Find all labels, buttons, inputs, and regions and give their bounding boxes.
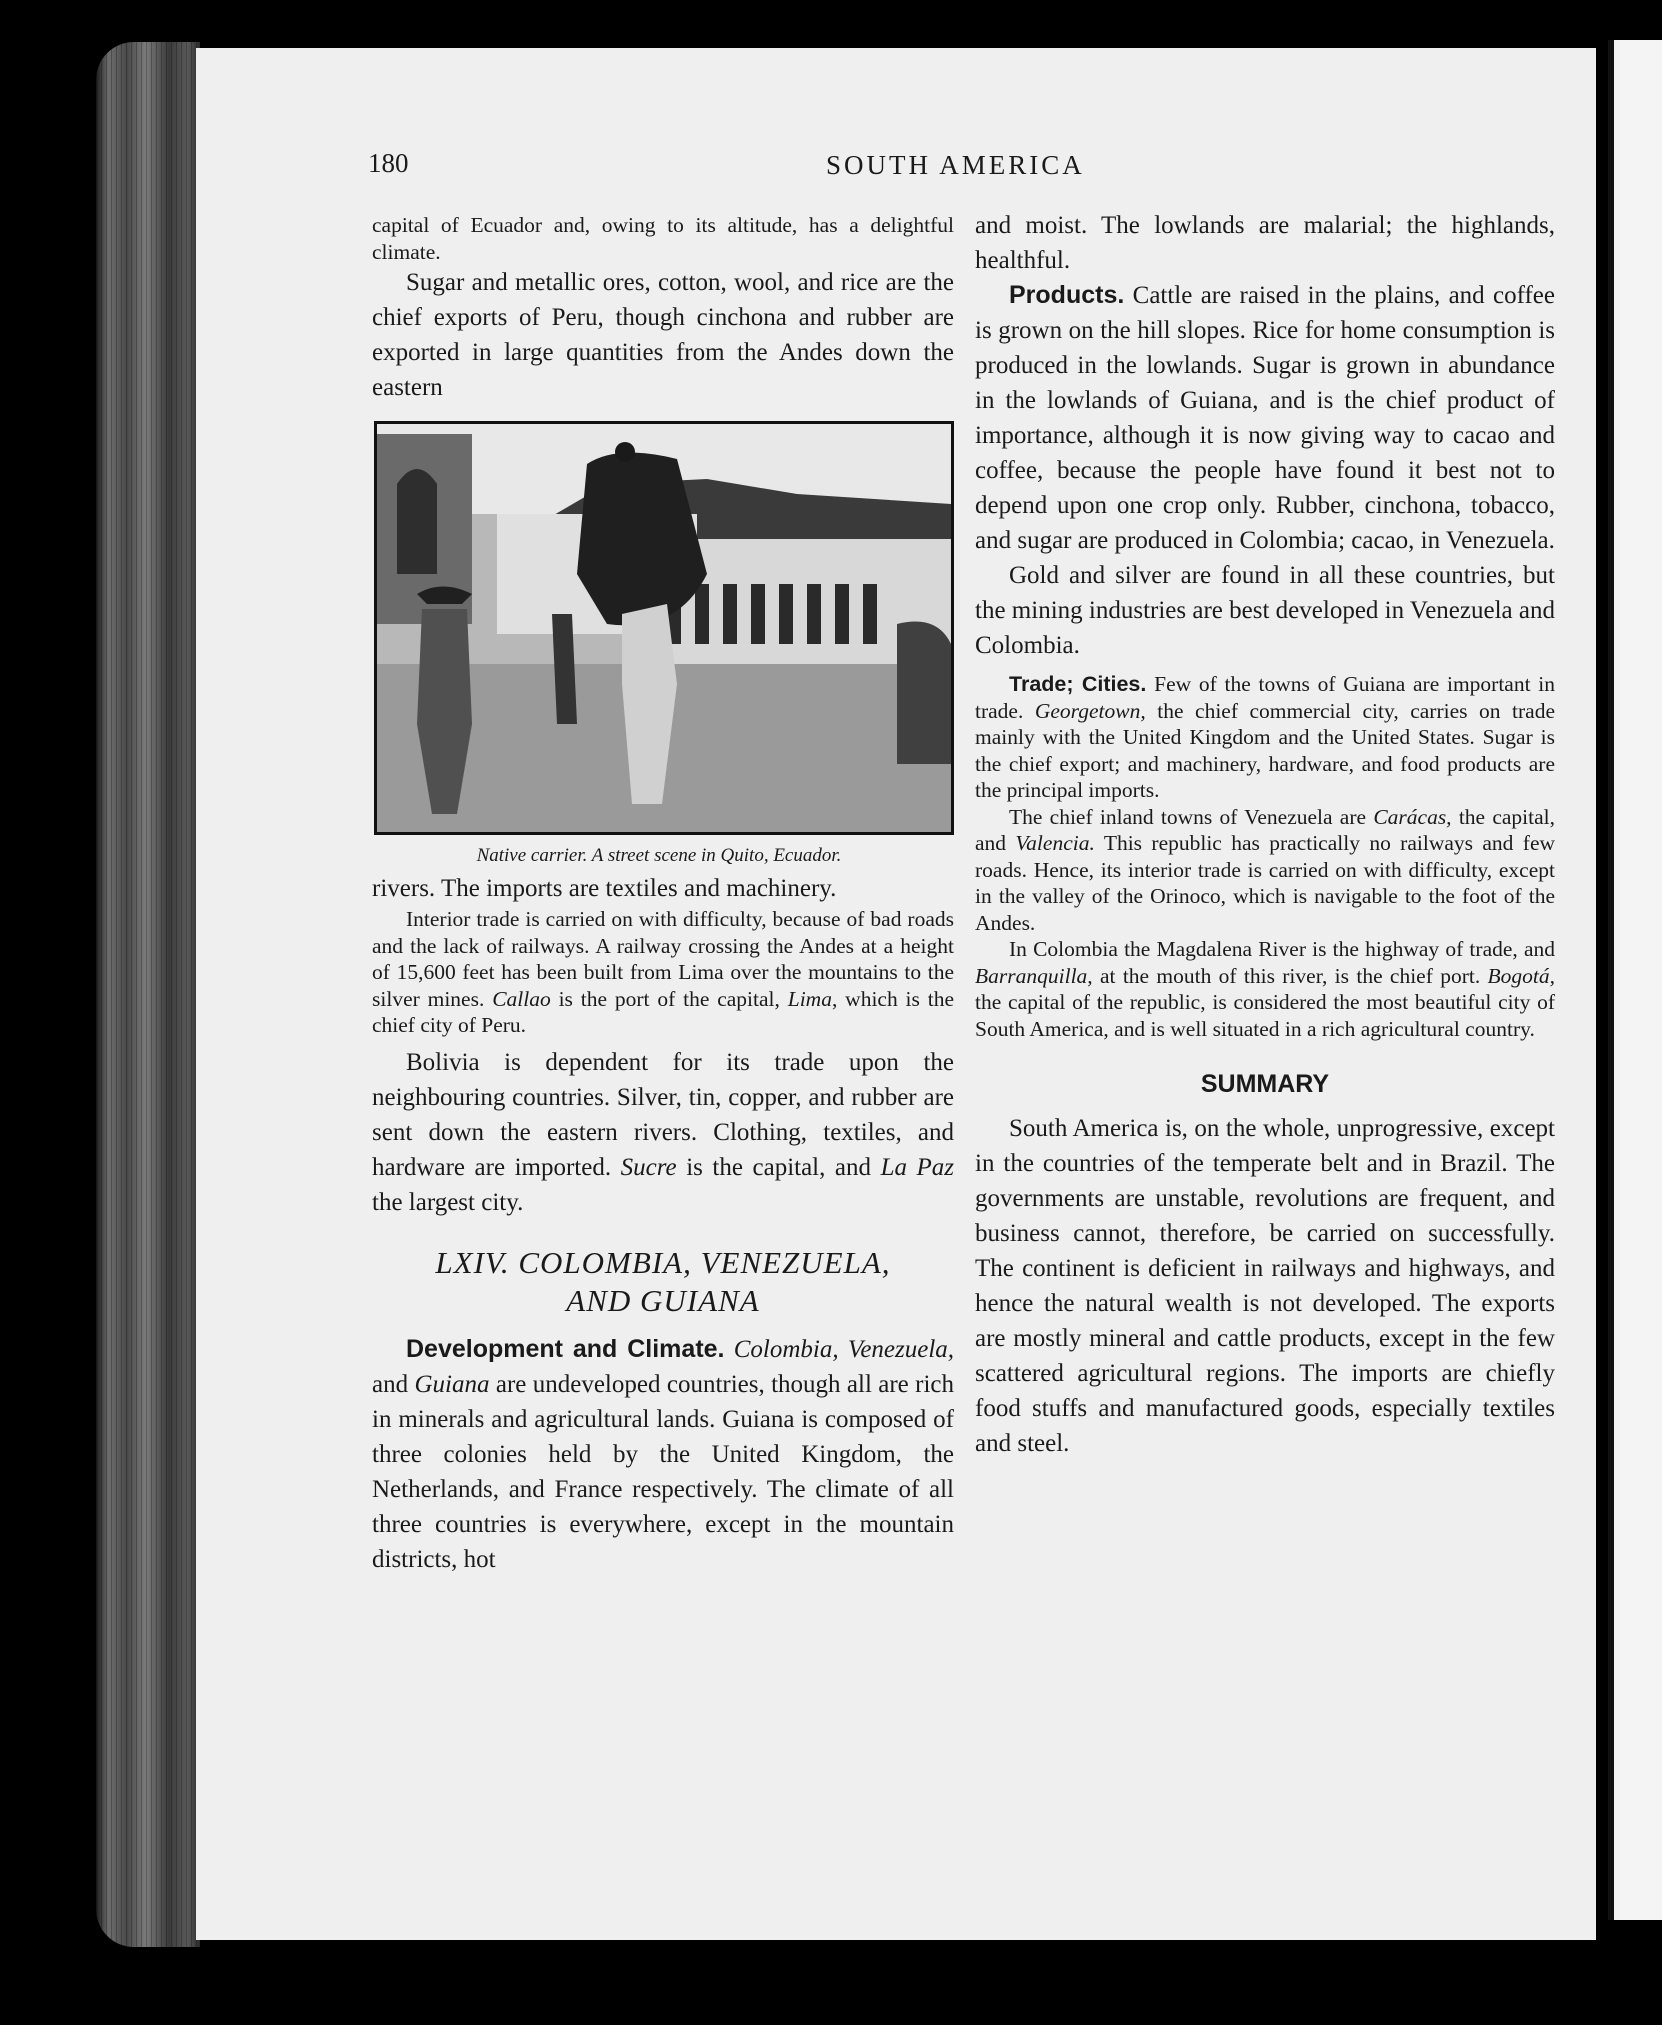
paragraph: Gold and silver are found in all these countries, but the mining industries are best developed in Venezuela and Colombia. (975, 562, 1555, 659)
text-span: Bolivia is dependent for its trade upon the neighbouring countries. Silver, tin, copper, and rubber are sent down the eastern rivers. Clothing, textiles, and hardware are imported. (372, 1048, 954, 1181)
spine-texture (96, 42, 200, 1947)
summary-paragraph: South America is, on the whole, unprogressive, except in the countries of the temperate belt and in Brazil. The governments are unstable, revolutions are frequent, and business cannot, therefore, be carried on successfully. The continent is deficient in railways and highways, and hence the natural wealth is not developed. The exports are mostly mineral and cattle products, except in the few scattered agricultural regions. The imports are chiefly food stuffs and manufactured goods, especially textiles and steel. (975, 1115, 1555, 1457)
paragraph: Sugar and metallic ores, cotton, wool, and rice are the chief exports of Peru, though cinchona and rubber are exported in large quantities from the Andes down the eastern (372, 269, 954, 401)
page-number: 180 (368, 148, 409, 178)
text-span: is the port of the capital, (558, 986, 780, 1011)
paragraph (975, 278, 1555, 558)
place-guiana: Guiana (414, 1370, 490, 1398)
place-caracas: Carácas, (1373, 804, 1452, 829)
photo-illustration (377, 424, 951, 832)
text-span: the capital, and (975, 804, 1555, 855)
paragraph (975, 671, 1555, 804)
summary-heading: SUMMARY (1200, 1070, 1330, 1098)
place-lima: Lima (787, 986, 832, 1011)
chapter-heading-line: AND GUIANA (566, 1282, 760, 1318)
paragraph: capital of Ecuador and, owing to its altitude, has a delightful climate. (372, 213, 954, 264)
text-span: In Colombia the Magdalena River is the highway of trade, and (1009, 937, 1555, 961)
text-span: the largest city. (372, 1188, 524, 1216)
place-valencia: Valencia. (1015, 831, 1095, 855)
place-colombia: Colombia, (733, 1335, 839, 1363)
section-heading: Trade; Cities. (1009, 672, 1147, 696)
text-span: the capital of the republic, is considered the most beautiful city of South America, and is well situated in a rich agricultural country. (975, 990, 1555, 1041)
running-title: SOUTH AMERICA (826, 150, 1085, 180)
text-span: at the mouth of this river, is the chief port. (1100, 963, 1481, 988)
place-la-paz: La Paz (880, 1153, 955, 1181)
text-span: The chief inland towns of Venezuela are (1009, 804, 1367, 829)
paragraph (372, 906, 954, 1039)
text-span: the chief commercial city, carries on trade mainly with the United Kingdom and the United States. Sugar is the chief export; and machinery, hardware, and food products are the principal imports. (975, 698, 1556, 802)
text-span: is the capital, and (686, 1153, 872, 1181)
place-barranquilla: Barranquilla, (975, 963, 1093, 988)
right-column (975, 208, 1555, 1461)
text-span: are undeveloped countries, though all are rich in minerals and agricultural lands. Guiana is composed of three colonies held by the United Kingdom, the Netherlands, and France respectively. The climate of all three countries is everywhere, except in the mountain districts, hot (372, 1370, 955, 1573)
facing-page-edge (1614, 40, 1662, 1920)
text-span: and (372, 1370, 409, 1398)
paragraph (975, 936, 1555, 1042)
section-heading: Products. (1009, 281, 1125, 309)
place-sucre: Sucre (620, 1153, 677, 1181)
paragraph: and moist. The lowlands are malarial; the highlands, healthful. (975, 212, 1555, 274)
chapter-heading (372, 1244, 954, 1320)
text-span: Cattle are raised in the plains, and coffee is grown on the hill slopes. Rice for home consumption is produced in the lowlands. Sugar is grown in abundance in the lowlands of Guiana, and is the chief product of importance, although it is now giving way to cacao and coffee, because the people have found it best not to depend upon one crop only. Rubber, cinchona, tobacco, and sugar are produced in Colombia; cacao, in Venezuela. (975, 282, 1555, 554)
text-span: This republic has practically no railways and few roads. Hence, its interior trade is carried on with difficulty, except in the valley of the Orinoco, which is navigable to the foot of the Andes. (975, 831, 1556, 935)
paragraph (372, 1332, 954, 1577)
street-scene-photo (374, 421, 954, 835)
paragraph: rivers. The imports are textiles and machinery. (372, 875, 837, 902)
text-span: Few of the towns of Guiana are important in trade. (975, 672, 1556, 723)
text-span: , which is the chief city of Peru. (372, 986, 955, 1037)
left-column (372, 212, 954, 1577)
place-georgetown: Georgetown, (1034, 698, 1146, 723)
place-callao: Callao (492, 986, 551, 1011)
place-venezuela: Venezuela, (847, 1335, 955, 1363)
paragraph (372, 1045, 954, 1220)
paragraph (975, 804, 1555, 937)
chapter-heading-line: LXIV. COLOMBIA, VENEZUELA, (435, 1244, 891, 1280)
section-heading: Development and Climate. (406, 1334, 725, 1363)
text-span: Interior trade is carried on with difficulty, because of bad roads and the lack of railways. A railway crossing the Andes at a height of 15,600 feet has been built from Lima over the mountains to the silver mines. (372, 907, 954, 1011)
place-bogota: Bogotá, (1487, 963, 1556, 988)
photo-caption: Native carrier. A street scene in Quito, Ecuador. (476, 845, 842, 866)
